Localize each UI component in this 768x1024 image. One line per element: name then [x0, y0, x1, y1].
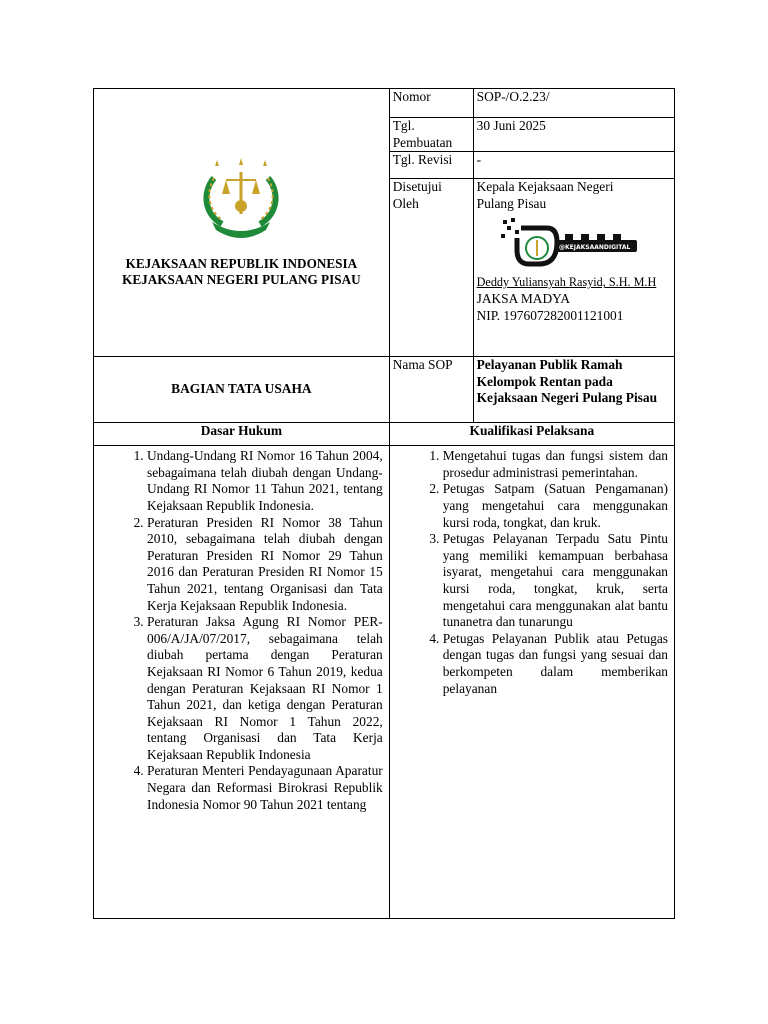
dasar-hukum-list — [97, 448, 386, 813]
kualifikasi-cell — [389, 446, 674, 919]
list-item: 4. Peraturan Menteri Pendayagunaan Aparatur Negara dan Reformasi Birokrasi Republik Indonesia Nomor 90 Tahun 2021 tentang — [147, 763, 386, 813]
tgl-revisi-value: - — [473, 152, 674, 179]
tgl-pembuatan-label-line1: Tgl. — [392, 118, 415, 133]
kejaksaan-emblem-icon — [200, 158, 282, 238]
signer-rank: JAKSA MADYA — [476, 290, 571, 306]
nama-sop-label: Nama SOP — [389, 357, 473, 423]
disetujui-label — [389, 179, 473, 357]
org-name-line2: KEJAKSAAN NEGERI PULANG PISAU — [122, 271, 361, 287]
dasar-hukum-cell — [94, 446, 390, 919]
approval-cell — [473, 179, 674, 357]
sop-header-table — [93, 88, 675, 919]
list-item: 1. Mengetahui tugas dan fungsi sistem dan prosedur administrasi pemerintahan. — [443, 448, 671, 481]
list-item: 4. Petugas Pelayanan Publik atau Petugas dengan tugas dan fungsi yang sesuai dan berkompeten dalam memberikan pelayanan — [443, 631, 671, 697]
section-name: BAGIAN TATA USAHA — [94, 357, 390, 423]
list-item: 2. Petugas Satpam (Satuan Pengamanan) yang mengetahui cara menggunakan kursi roda, tongkat, dan kruk. — [443, 481, 671, 531]
nomor-value: SOP-/O.2.23/ — [473, 89, 674, 118]
nama-sop-value: Pelayanan Publik Ramah Kelompok Rentan pada Kejaksaan Negeri Pulang Pisau — [473, 357, 674, 423]
tgl-revisi-label: Tgl. Revisi — [389, 152, 473, 179]
approver-title-line1: Kepala Kejaksaan Negeri — [476, 179, 614, 195]
disetujui-label-line1: Disetujui — [392, 179, 442, 195]
tgl-pembuatan-label — [389, 118, 473, 152]
dasar-hukum-header: Dasar Hukum — [94, 423, 390, 446]
signature-logo-text: @KEJAKSAANDIGITAL — [558, 244, 630, 252]
organization-cell — [94, 89, 390, 357]
kualifikasi-list — [393, 448, 671, 697]
digital-signature-key-icon — [501, 216, 641, 268]
list-item: 3. Petugas Pelayanan Terpadu Satu Pintu yang memiliki kemampuan berbahasa isyarat, mengetahui cara menggunakan kursi roda, tongkat, kruk, serta mengetahui cara menggunakan alat bantu tunanetra dan tunarungu — [443, 531, 671, 631]
kualifikasi-header: Kualifikasi Pelaksana — [389, 423, 674, 446]
list-item: 2. Peraturan Presiden RI Nomor 38 Tahun 2010, sebagaimana telah diubah dengan Peraturan Presiden RI Nomor 29 Tahun 2016 dan Peraturan Presiden RI Nomor 15 Tahun 2021, tentang Organisasi dan Tata Kerja Kejaksaan Republik Indonesia. — [147, 515, 386, 615]
nomor-label: Nomor — [389, 89, 473, 118]
list-item: 1. Undang-Undang RI Nomor 16 Tahun 2004, sebagaimana telah diubah dengan Undang-Undang RI Nomor 11 Tahun 2021, tentang Kejaksaan Republik Indonesia. — [147, 448, 386, 514]
tgl-pembuatan-value: 30 Juni 2025 — [473, 118, 674, 152]
signer-nip: NIP. 197607282001121001 — [476, 307, 624, 323]
list-item: 3. Peraturan Jaksa Agung RI Nomor PER-006/A/JA/07/2017, sebagaimana telah diubah pertama dengan Peraturan Kejaksaan RI Nomor 6 Tahun 2019, kedua dengan Peraturan Kejaksaan RI Nomor 1 Tahun 2021, dan ketiga dengan Peraturan Kejaksaan RI Nomor 1 Tahun 2022, tentang Organisasi dan Tata Kerja Kejaksaan Republik Indonesia — [147, 614, 386, 763]
signer-name: Deddy Yuliansyah Rasyid, S.H. M.H — [476, 275, 657, 290]
org-name-line1: KEJAKSAAN REPUBLIK INDONESIA — [125, 255, 358, 271]
tgl-pembuatan-label-line2: Pembuatan — [392, 134, 453, 150]
disetujui-label-line2: Oleh — [392, 195, 419, 211]
approver-title-line2: Pulang Pisau — [476, 195, 547, 211]
